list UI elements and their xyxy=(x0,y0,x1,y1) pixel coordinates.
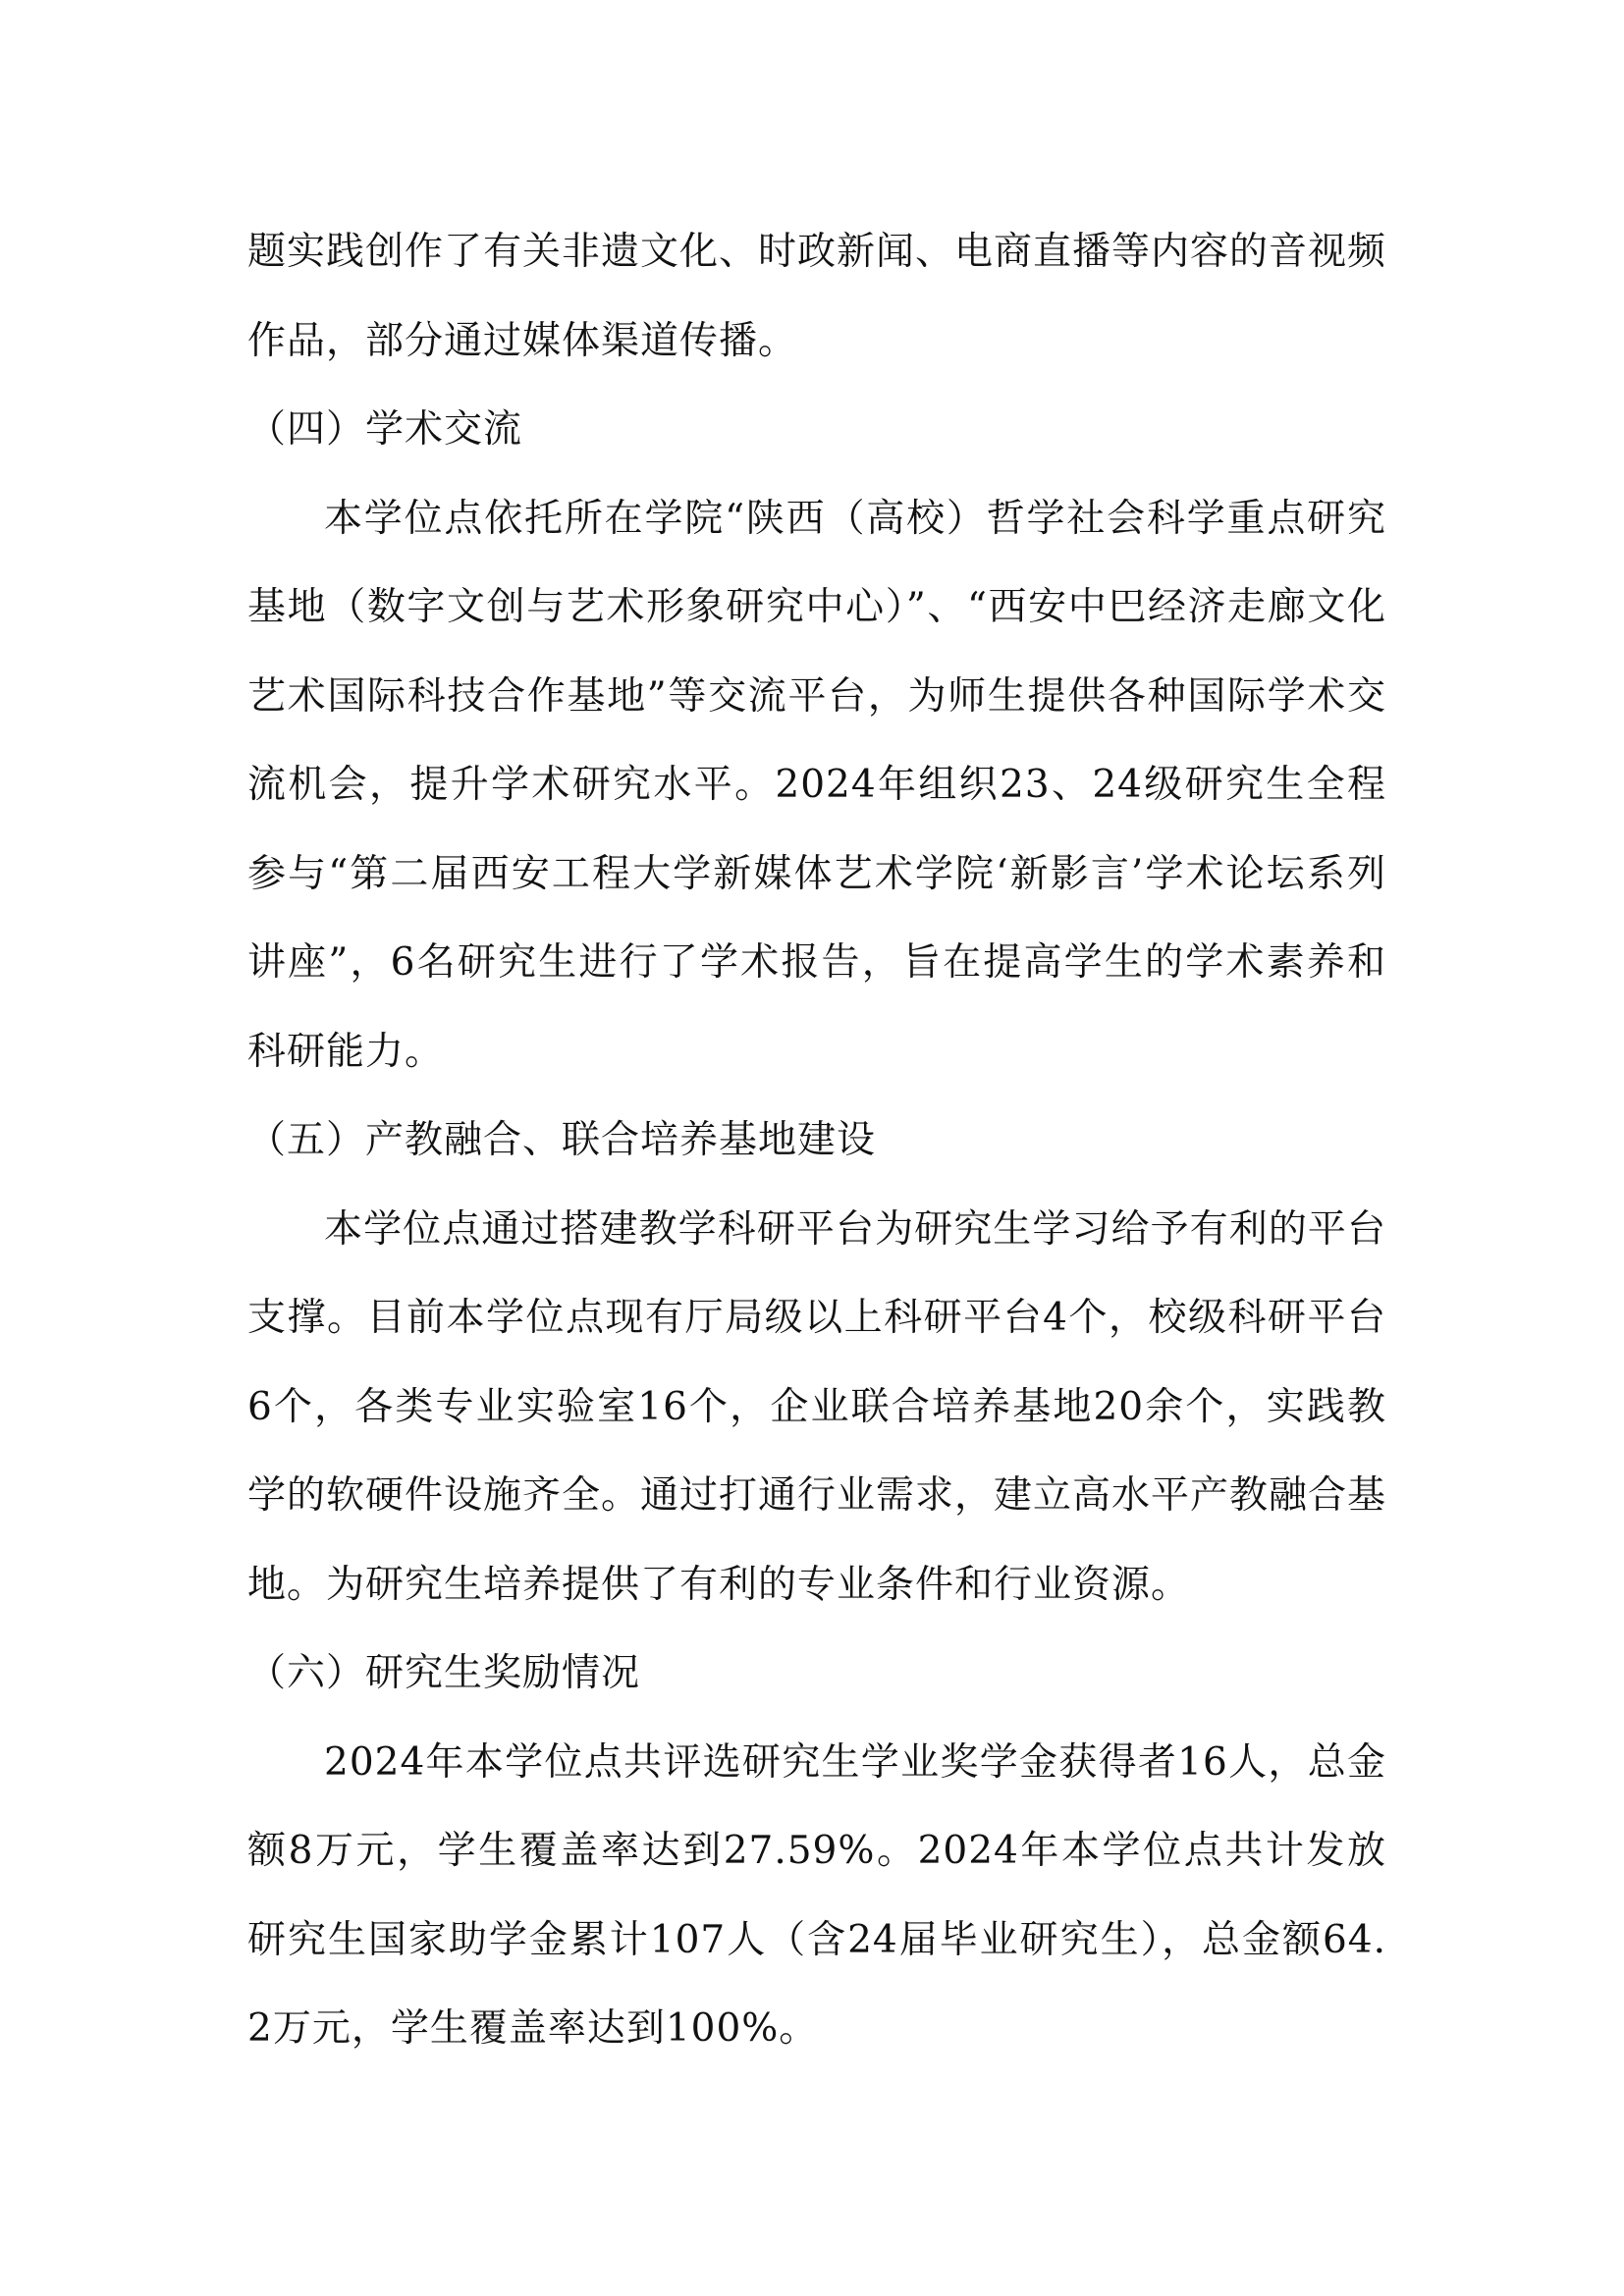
section-heading-academic-exchange: （四）学术交流 xyxy=(247,407,523,452)
section-heading-student-awards: （六）研究生奖励情况 xyxy=(247,1651,641,1695)
document-body xyxy=(247,208,1386,2074)
section-heading-industry-education: （五）产教融合、联合培养基地建设 xyxy=(247,1118,877,1162)
paragraph-academic-exchange: 本学位点依托所在学院“陕西（高校）哲学社会科学重点研究基地（数字文创与艺术形象研究中心）”、“西安中巴经济走廊文化艺术国际科技合作基地”等交流平台，为师生提供各种国际学术交流机会，提升学术研究水平。2024年组织23、24级研究生全程参与“第二届西安工程大学新媒体艺术学院‘新影言’学术论坛系列讲座”，6名研究生进行了学术报告，旨在提高学生的学术素养和科研能力。 xyxy=(247,496,1386,1074)
paragraph-continued: 题实践创作了有关非遗文化、时政新闻、电商直播等内容的音视频作品，部分通过媒体渠道传播。 xyxy=(247,230,1387,363)
paragraph-student-awards: 2024年本学位点共评选研究生学业奖学金获得者16人，总金额8万元，学生覆盖率达到27.59%。2024年本学位点共计发放研究生国家助学金累计107人（含24届毕业研究生），总金额64.2万元，学生覆盖率达到100%。 xyxy=(247,1739,1386,2051)
paragraph-industry-education: 本学位点通过搭建教学科研平台为研究生学习给予有利的平台支撑。目前本学位点现有厅局级以上科研平台4个，校级科研平台6个，各类专业实验室16个，企业联合培养基地20余个，实践教学的软硬件设施齐全。通过打通行业需求，建立高水平产教融合基地。为研究生培养提供了有利的专业条件和行业资源。 xyxy=(247,1206,1387,1607)
